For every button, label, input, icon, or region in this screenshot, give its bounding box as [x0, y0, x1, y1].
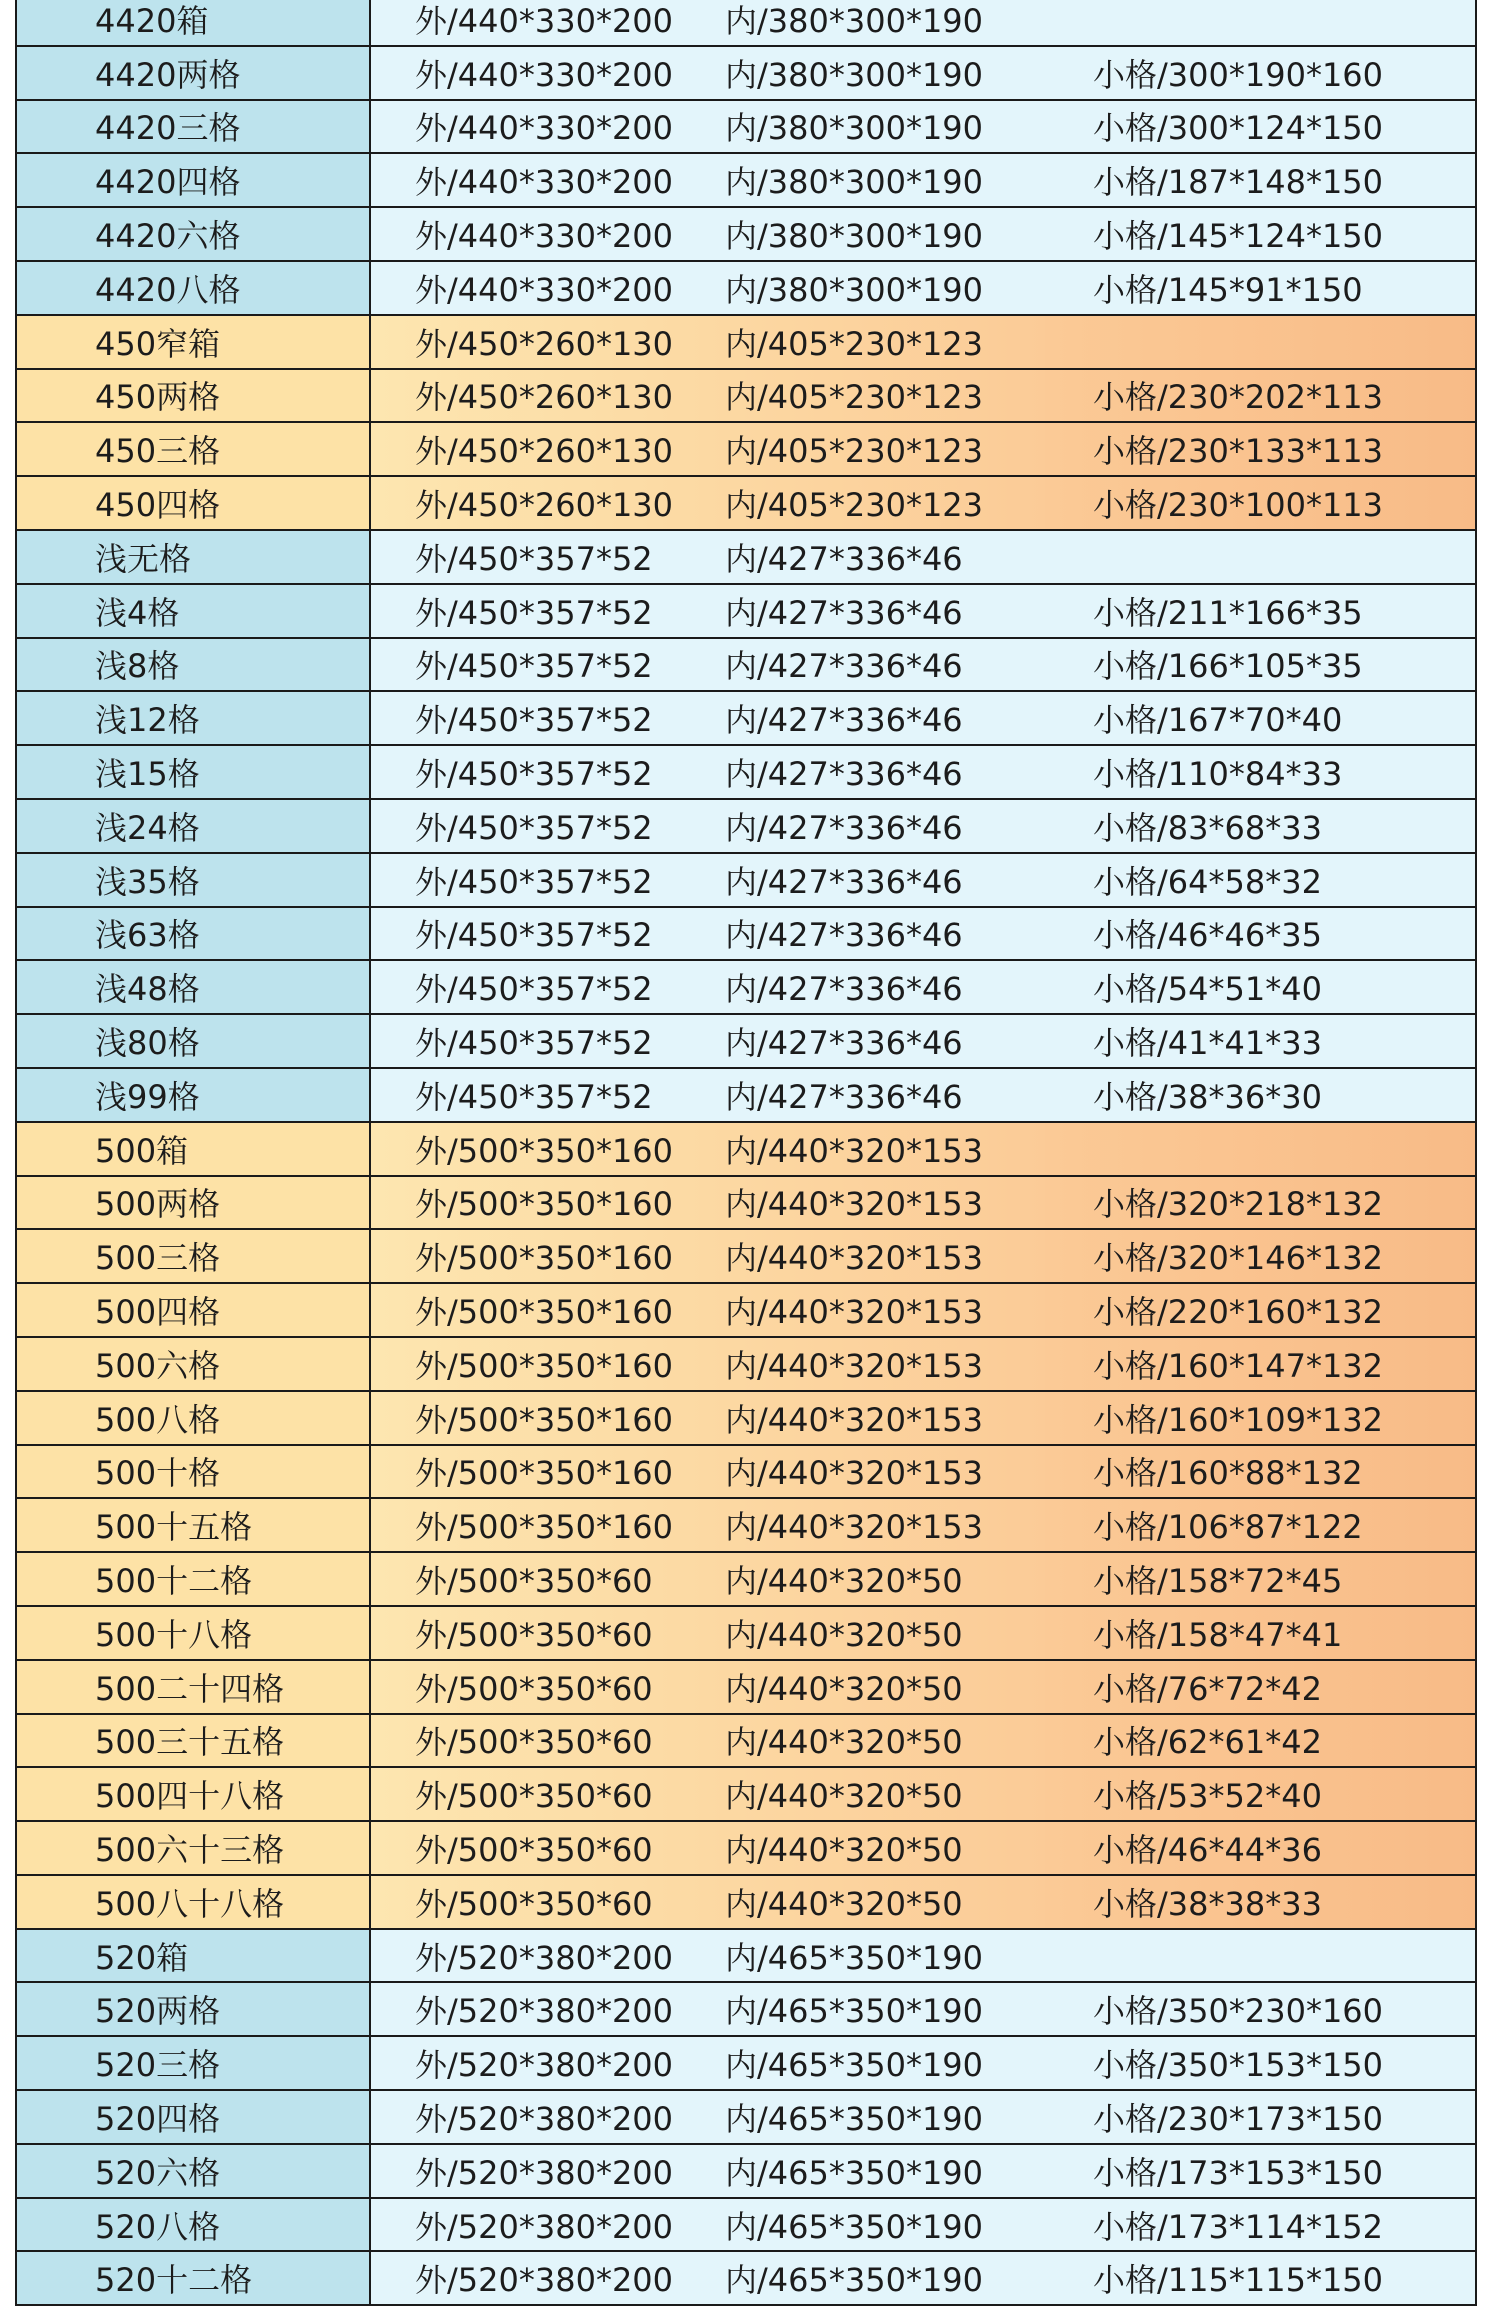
table-row [15, 423, 1477, 477]
inner-size-cell: 内/427*336*46 [707, 961, 1045, 1013]
outer-size-cell: 外/450*260*130 [371, 316, 707, 368]
compartment-size-cell: 小格/38*38*33 [1045, 1876, 1475, 1928]
table-row [15, 1338, 1477, 1392]
inner-size-cell: 内/440*320*153 [707, 1284, 1045, 1336]
model-name-cell: 浅48格 [17, 961, 371, 1013]
outer-size-cell: 外/500*350*160 [371, 1177, 707, 1229]
model-name-cell: 500八格 [17, 1392, 371, 1444]
table-row [15, 1446, 1477, 1500]
outer-size-cell: 外/520*380*200 [371, 1983, 707, 2035]
inner-size-cell: 内/427*336*46 [707, 531, 1045, 583]
model-name-cell: 500六十三格 [17, 1822, 371, 1874]
outer-size-cell: 外/440*330*200 [371, 101, 707, 153]
compartment-size-cell: 小格/320*218*132 [1045, 1177, 1475, 1229]
model-name-cell: 浅4格 [17, 585, 371, 637]
outer-size-cell: 外/500*350*60 [371, 1768, 707, 1820]
outer-size-cell: 外/500*350*160 [371, 1284, 707, 1336]
compartment-size-cell: 小格/230*173*150 [1045, 2091, 1475, 2143]
model-name-cell: 520八格 [17, 2199, 371, 2251]
model-name-cell: 520四格 [17, 2091, 371, 2143]
table-row [15, 1661, 1477, 1715]
table-row [15, 531, 1477, 585]
compartment-size-cell: 小格/230*202*113 [1045, 370, 1475, 422]
inner-size-cell: 内/427*336*46 [707, 585, 1045, 637]
model-name-cell: 520六格 [17, 2145, 371, 2197]
table-row [15, 1768, 1477, 1822]
inner-size-cell: 内/380*300*190 [707, 101, 1045, 153]
table-row [15, 370, 1477, 424]
compartment-size-cell: 小格/53*52*40 [1045, 1768, 1475, 1820]
inner-size-cell: 内/440*320*50 [707, 1768, 1045, 1820]
model-name-cell: 500四格 [17, 1284, 371, 1336]
model-name-cell: 500六格 [17, 1338, 371, 1390]
outer-size-cell: 外/500*350*60 [371, 1822, 707, 1874]
inner-size-cell: 内/465*350*190 [707, 1983, 1045, 2035]
outer-size-cell: 外/450*260*130 [371, 477, 707, 529]
model-name-cell: 4420四格 [17, 154, 371, 206]
inner-size-cell: 内/440*320*50 [707, 1822, 1045, 1874]
model-name-cell: 4420箱 [17, 0, 371, 45]
compartment-size-cell: 小格/160*147*132 [1045, 1338, 1475, 1390]
compartment-size-cell: 小格/300*190*160 [1045, 47, 1475, 99]
inner-size-cell: 内/427*336*46 [707, 854, 1045, 906]
compartment-size-cell: 小格/350*230*160 [1045, 1983, 1475, 2035]
compartment-size-cell: 小格/350*153*150 [1045, 2037, 1475, 2089]
table-row [15, 0, 1477, 47]
outer-size-cell: 外/450*357*52 [371, 1015, 707, 1067]
outer-size-cell: 外/450*357*52 [371, 639, 707, 691]
compartment-size-cell [1045, 1123, 1475, 1175]
outer-size-cell: 外/450*357*52 [371, 692, 707, 744]
outer-size-cell: 外/440*330*200 [371, 262, 707, 314]
compartment-size-cell: 小格/54*51*40 [1045, 961, 1475, 1013]
table-row [15, 101, 1477, 155]
compartment-size-cell: 小格/173*153*150 [1045, 2145, 1475, 2197]
inner-size-cell: 内/440*320*50 [707, 1715, 1045, 1767]
compartment-size-cell: 小格/158*47*41 [1045, 1607, 1475, 1659]
compartment-size-cell: 小格/145*91*150 [1045, 262, 1475, 314]
compartment-size-cell: 小格/115*115*150 [1045, 2252, 1475, 2304]
inner-size-cell: 内/380*300*190 [707, 0, 1045, 45]
table-row [15, 2252, 1477, 2306]
inner-size-cell: 内/405*230*123 [707, 477, 1045, 529]
compartment-size-cell: 小格/320*146*132 [1045, 1230, 1475, 1282]
inner-size-cell: 内/465*350*190 [707, 2252, 1045, 2304]
outer-size-cell: 外/500*350*160 [371, 1230, 707, 1282]
outer-size-cell: 外/520*380*200 [371, 2252, 707, 2304]
table-row [15, 1230, 1477, 1284]
table-row [15, 800, 1477, 854]
compartment-size-cell: 小格/167*70*40 [1045, 692, 1475, 744]
inner-size-cell: 内/427*336*46 [707, 800, 1045, 852]
compartment-size-cell: 小格/41*41*33 [1045, 1015, 1475, 1067]
outer-size-cell: 外/500*350*160 [371, 1392, 707, 1444]
compartment-size-cell: 小格/160*88*132 [1045, 1446, 1475, 1498]
compartment-size-cell: 小格/110*84*33 [1045, 746, 1475, 798]
compartment-size-cell: 小格/62*61*42 [1045, 1715, 1475, 1767]
outer-size-cell: 外/450*357*52 [371, 1069, 707, 1121]
compartment-size-cell: 小格/145*124*150 [1045, 208, 1475, 260]
outer-size-cell: 外/440*330*200 [371, 0, 707, 45]
model-name-cell: 浅80格 [17, 1015, 371, 1067]
compartment-size-cell: 小格/46*44*36 [1045, 1822, 1475, 1874]
table-row [15, 1715, 1477, 1769]
inner-size-cell: 内/440*320*153 [707, 1446, 1045, 1498]
table-row [15, 1177, 1477, 1231]
compartment-size-cell [1045, 0, 1475, 45]
compartment-size-cell: 小格/64*58*32 [1045, 854, 1475, 906]
table-row [15, 1876, 1477, 1930]
inner-size-cell: 内/440*320*153 [707, 1230, 1045, 1282]
model-name-cell: 450四格 [17, 477, 371, 529]
compartment-size-cell: 小格/46*46*35 [1045, 908, 1475, 960]
outer-size-cell: 外/500*350*60 [371, 1553, 707, 1605]
outer-size-cell: 外/450*357*52 [371, 531, 707, 583]
table-row [15, 908, 1477, 962]
model-name-cell: 520箱 [17, 1930, 371, 1982]
outer-size-cell: 外/450*357*52 [371, 800, 707, 852]
table-row [15, 1499, 1477, 1553]
outer-size-cell: 外/440*330*200 [371, 154, 707, 206]
inner-size-cell: 内/380*300*190 [707, 154, 1045, 206]
model-name-cell: 500十二格 [17, 1553, 371, 1605]
model-name-cell: 500八十八格 [17, 1876, 371, 1928]
compartment-size-cell: 小格/158*72*45 [1045, 1553, 1475, 1605]
inner-size-cell: 内/465*350*190 [707, 1930, 1045, 1982]
inner-size-cell: 内/380*300*190 [707, 262, 1045, 314]
model-name-cell: 520三格 [17, 2037, 371, 2089]
compartment-size-cell: 小格/76*72*42 [1045, 1661, 1475, 1713]
inner-size-cell: 内/380*300*190 [707, 47, 1045, 99]
inner-size-cell: 内/440*320*50 [707, 1607, 1045, 1659]
model-name-cell: 浅99格 [17, 1069, 371, 1121]
model-name-cell: 500二十四格 [17, 1661, 371, 1713]
model-name-cell: 500十八格 [17, 1607, 371, 1659]
outer-size-cell: 外/500*350*60 [371, 1876, 707, 1928]
model-name-cell: 4420两格 [17, 47, 371, 99]
outer-size-cell: 外/500*350*160 [371, 1446, 707, 1498]
outer-size-cell: 外/500*350*160 [371, 1499, 707, 1551]
compartment-size-cell [1045, 1930, 1475, 1982]
table-row [15, 1607, 1477, 1661]
inner-size-cell: 内/440*320*50 [707, 1876, 1045, 1928]
table-row [15, 262, 1477, 316]
outer-size-cell: 外/440*330*200 [371, 47, 707, 99]
inner-size-cell: 内/427*336*46 [707, 639, 1045, 691]
inner-size-cell: 内/440*320*153 [707, 1338, 1045, 1390]
outer-size-cell: 外/500*350*60 [371, 1607, 707, 1659]
table-row [15, 746, 1477, 800]
model-name-cell: 500三十五格 [17, 1715, 371, 1767]
model-name-cell: 500箱 [17, 1123, 371, 1175]
table-row [15, 2199, 1477, 2253]
outer-size-cell: 外/450*260*130 [371, 370, 707, 422]
model-name-cell: 500三格 [17, 1230, 371, 1282]
model-name-cell: 4420六格 [17, 208, 371, 260]
inner-size-cell: 内/440*320*50 [707, 1553, 1045, 1605]
outer-size-cell: 外/450*357*52 [371, 585, 707, 637]
inner-size-cell: 内/440*320*153 [707, 1499, 1045, 1551]
model-name-cell: 520两格 [17, 1983, 371, 2035]
inner-size-cell: 内/427*336*46 [707, 692, 1045, 744]
inner-size-cell: 内/440*320*153 [707, 1177, 1045, 1229]
inner-size-cell: 内/427*336*46 [707, 746, 1045, 798]
model-name-cell: 450两格 [17, 370, 371, 422]
inner-size-cell: 内/465*350*190 [707, 2037, 1045, 2089]
compartment-size-cell: 小格/83*68*33 [1045, 800, 1475, 852]
outer-size-cell: 外/450*357*52 [371, 854, 707, 906]
table-row [15, 47, 1477, 101]
outer-size-cell: 外/450*260*130 [371, 423, 707, 475]
inner-size-cell: 内/465*350*190 [707, 2091, 1045, 2143]
table-row [15, 154, 1477, 208]
model-name-cell: 450窄箱 [17, 316, 371, 368]
compartment-size-cell: 小格/230*100*113 [1045, 477, 1475, 529]
inner-size-cell: 内/380*300*190 [707, 208, 1045, 260]
inner-size-cell: 内/427*336*46 [707, 1015, 1045, 1067]
inner-size-cell: 内/405*230*123 [707, 423, 1045, 475]
table-row [15, 2091, 1477, 2145]
table-row [15, 692, 1477, 746]
table-row [15, 1015, 1477, 1069]
model-name-cell: 浅15格 [17, 746, 371, 798]
compartment-size-cell: 小格/173*114*152 [1045, 2199, 1475, 2251]
table-row [15, 316, 1477, 370]
outer-size-cell: 外/500*350*60 [371, 1715, 707, 1767]
compartment-size-cell: 小格/187*148*150 [1045, 154, 1475, 206]
model-name-cell: 浅无格 [17, 531, 371, 583]
model-name-cell: 450三格 [17, 423, 371, 475]
compartment-size-cell: 小格/160*109*132 [1045, 1392, 1475, 1444]
compartment-size-cell: 小格/106*87*122 [1045, 1499, 1475, 1551]
compartment-size-cell: 小格/211*166*35 [1045, 585, 1475, 637]
table-row [15, 1069, 1477, 1123]
model-name-cell: 520十二格 [17, 2252, 371, 2304]
table-row [15, 2145, 1477, 2199]
compartment-size-cell: 小格/220*160*132 [1045, 1284, 1475, 1336]
inner-size-cell: 内/405*230*123 [707, 316, 1045, 368]
model-name-cell: 浅63格 [17, 908, 371, 960]
table-row [15, 639, 1477, 693]
table-row [15, 1983, 1477, 2037]
model-name-cell: 4420八格 [17, 262, 371, 314]
outer-size-cell: 外/520*380*200 [371, 2145, 707, 2197]
table-row [15, 477, 1477, 531]
inner-size-cell: 内/465*350*190 [707, 2199, 1045, 2251]
inner-size-cell: 内/440*320*153 [707, 1392, 1045, 1444]
inner-size-cell: 内/427*336*46 [707, 908, 1045, 960]
inner-size-cell: 内/405*230*123 [707, 370, 1045, 422]
table-row [15, 208, 1477, 262]
table-row [15, 1553, 1477, 1607]
inner-size-cell: 内/440*320*153 [707, 1123, 1045, 1175]
model-name-cell: 4420三格 [17, 101, 371, 153]
model-name-cell: 500十五格 [17, 1499, 371, 1551]
model-name-cell: 浅8格 [17, 639, 371, 691]
table-row [15, 2037, 1477, 2091]
table-row [15, 1822, 1477, 1876]
outer-size-cell: 外/520*380*200 [371, 1930, 707, 1982]
outer-size-cell: 外/450*357*52 [371, 908, 707, 960]
inner-size-cell: 内/440*320*50 [707, 1661, 1045, 1713]
compartment-size-cell: 小格/38*36*30 [1045, 1069, 1475, 1121]
model-name-cell: 500四十八格 [17, 1768, 371, 1820]
outer-size-cell: 外/500*350*160 [371, 1123, 707, 1175]
compartment-size-cell [1045, 316, 1475, 368]
outer-size-cell: 外/500*350*60 [371, 1661, 707, 1713]
model-name-cell: 500十格 [17, 1446, 371, 1498]
size-table [15, 0, 1477, 2306]
model-name-cell: 浅12格 [17, 692, 371, 744]
table-row [15, 854, 1477, 908]
compartment-size-cell: 小格/230*133*113 [1045, 423, 1475, 475]
outer-size-cell: 外/500*350*160 [371, 1338, 707, 1390]
outer-size-cell: 外/450*357*52 [371, 746, 707, 798]
table-row [15, 1284, 1477, 1338]
outer-size-cell: 外/520*380*200 [371, 2037, 707, 2089]
table-row [15, 961, 1477, 1015]
model-name-cell: 500两格 [17, 1177, 371, 1229]
table-row [15, 1392, 1477, 1446]
table-row [15, 585, 1477, 639]
outer-size-cell: 外/440*330*200 [371, 208, 707, 260]
outer-size-cell: 外/450*357*52 [371, 961, 707, 1013]
outer-size-cell: 外/520*380*200 [371, 2199, 707, 2251]
table-row [15, 1123, 1477, 1177]
outer-size-cell: 外/520*380*200 [371, 2091, 707, 2143]
table-row [15, 1930, 1477, 1984]
compartment-size-cell: 小格/166*105*35 [1045, 639, 1475, 691]
model-name-cell: 浅24格 [17, 800, 371, 852]
inner-size-cell: 内/427*336*46 [707, 1069, 1045, 1121]
model-name-cell: 浅35格 [17, 854, 371, 906]
inner-size-cell: 内/465*350*190 [707, 2145, 1045, 2197]
compartment-size-cell [1045, 531, 1475, 583]
compartment-size-cell: 小格/300*124*150 [1045, 101, 1475, 153]
